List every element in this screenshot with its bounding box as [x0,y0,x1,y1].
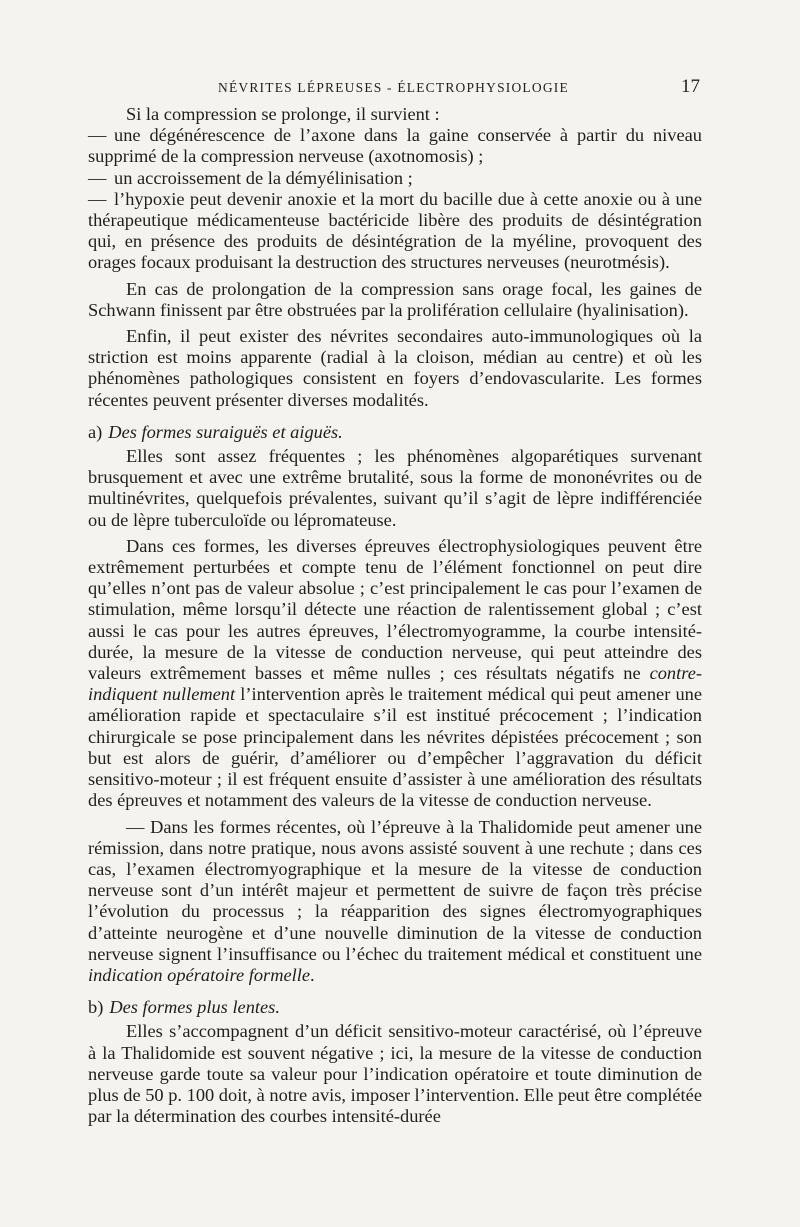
dash-mark: — [88,167,107,188]
section-a-heading [88,422,702,443]
dash-item-text: un accroissement de la démyélinisation ; [114,167,413,188]
paragraph-a2 [88,536,702,812]
body-text [88,104,702,1127]
dash-item [88,189,702,274]
paragraph-a3-after: . [310,964,315,985]
section-a-title: Des formes suraiguës et aiguës. [108,421,343,442]
paragraph-a2-before: Dans ces formes, les diverses épreuves électrophysiologiques peuvent être extrêmement perturbées et compte tenu de l’élément fonctionnel on peut dire qu’elles n’ont pas de valeur absolue ; c’est principalement le cas pour l’examen de stimulation, même lorsqu’il détecte une réaction de ralentissement global ; c’est aussi le cas pour les autres épreuves, l’électromyogramme, la courbe intensité-durée, la mesure de la vitesse de conduction nerveuse, qui peut atteindre des valeurs extrêmement basses et même nulles ; ces résultats négatifs ne [88,535,702,684]
section-a-letter: a) [88,421,103,442]
dash-mark: — [88,188,107,209]
intro-paragraph: Si la compression se prolonge, il survient : [126,104,440,124]
dash-item [88,125,702,167]
paragraph-a3-before: — Dans les formes récentes, où l’épreuve à la Thalidomide peut amener une rémission, dans notre pratique, nous avons assisté souvent à une rechute ; dans ces cas, l’examen électromyographique et la mesure de la vitesse de conduction nerveuse sont d’un intérêt majeur et permettent de suivre de façon très précise l’évolution du processus ; la réapparition des signes électromyographiques d’atteinte neurogène et d’une nouvelle diminution de la vitesse de conduction nerveuse signent l’insuffisance ou l’échec du traitement médical et constituent une [88,816,702,964]
section-b-letter: b) [88,997,104,1018]
page-number: 17 [681,76,700,97]
running-title: NÉVRITES LÉPREUSES - ÉLECTROPHYSIOLOGIE [218,80,569,95]
section-b-heading [88,997,702,1018]
page-header [88,74,702,104]
paragraph-enfin: Enfin, il peut exister des névrites secondaires auto-immunologiques où la striction est moins apparente (radial à la cloison, médian au centre) et où les phénomènes pathologiques consistent en foyers d’endovascularite. Les formes récentes peuvent présenter diverses modalités. [88,326,702,410]
paragraph-a3 [88,817,702,987]
paragraph-a1: Elles sont assez fréquentes ; les phénomènes algoparétiques survenant brusquement et avec une extrême brutalité, sous la forme de mononévrites ou de multinévrites, quelquefois prévalentes, suivant qu’il s’agit de lèpre indifférenciée ou de lèpre tuberculoïde ou lépromateuse. [88,446,702,530]
dash-item-text: une dégénérescence de l’axone dans la gaine conservée à partir du niveau supprimé de la compression nerveuse (axotnomosis) ; [88,125,702,167]
dash-item-text: l’hypoxie peut devenir anoxie et la mort du bacille due à cette anoxie ou à une thérapeutique médicamenteuse bactéricide libère des produits de désintégration qui, en présence des produits de désintégration de la myéline, provoquent des orages focaux produisant la destruction des structures nerveuses (neurotmésis). [88,188,702,273]
page [88,74,702,1127]
paragraph-a2-emphasis: contre-indiquent nullement [88,663,702,705]
section-b-title: Des formes plus lentes. [109,997,280,1018]
paragraph-a2-after: l’intervention après le traitement médical qui peut amener une amélioration rapide et spectaculaire s’il est institué précocement ; l’indication chirurgicale se pose principalement dans les névrites dépistées précocement ; son but est alors de guérir, d’améliorer ou d’empêcher l’aggravation du déficit sensitivo-moteur ; il est fréquent ensuite d’assister à une amélioration des résultats des épreuves et notamment des valeurs de la vitesse de conduction nerveuse. [88,684,703,811]
paragraph-a3-emphasis: indication opératoire formelle [88,964,311,985]
paragraph-b1: Elles s’accompagnent d’un déficit sensitivo-moteur caractérisé, où l’épreuve à la Thalidomide est souvent négative ; ici, la mesure de la vitesse de conduction nerveuse garde toute sa valeur pour l’indication opératoire et toute diminution de plus de 50 p. 100 doit, à notre avis, imposer l’intervention. Elle peut être complétée par la détermination des courbes intensité-durée [88,1021,702,1127]
paragraph-schwann: En cas de prolongation de la compression sans orage focal, les gaines de Schwann finissent par être obstruées par la prolifération cellulaire (hyalinisation). [88,278,702,320]
dash-mark: — [88,125,107,146]
dash-item [88,168,702,189]
